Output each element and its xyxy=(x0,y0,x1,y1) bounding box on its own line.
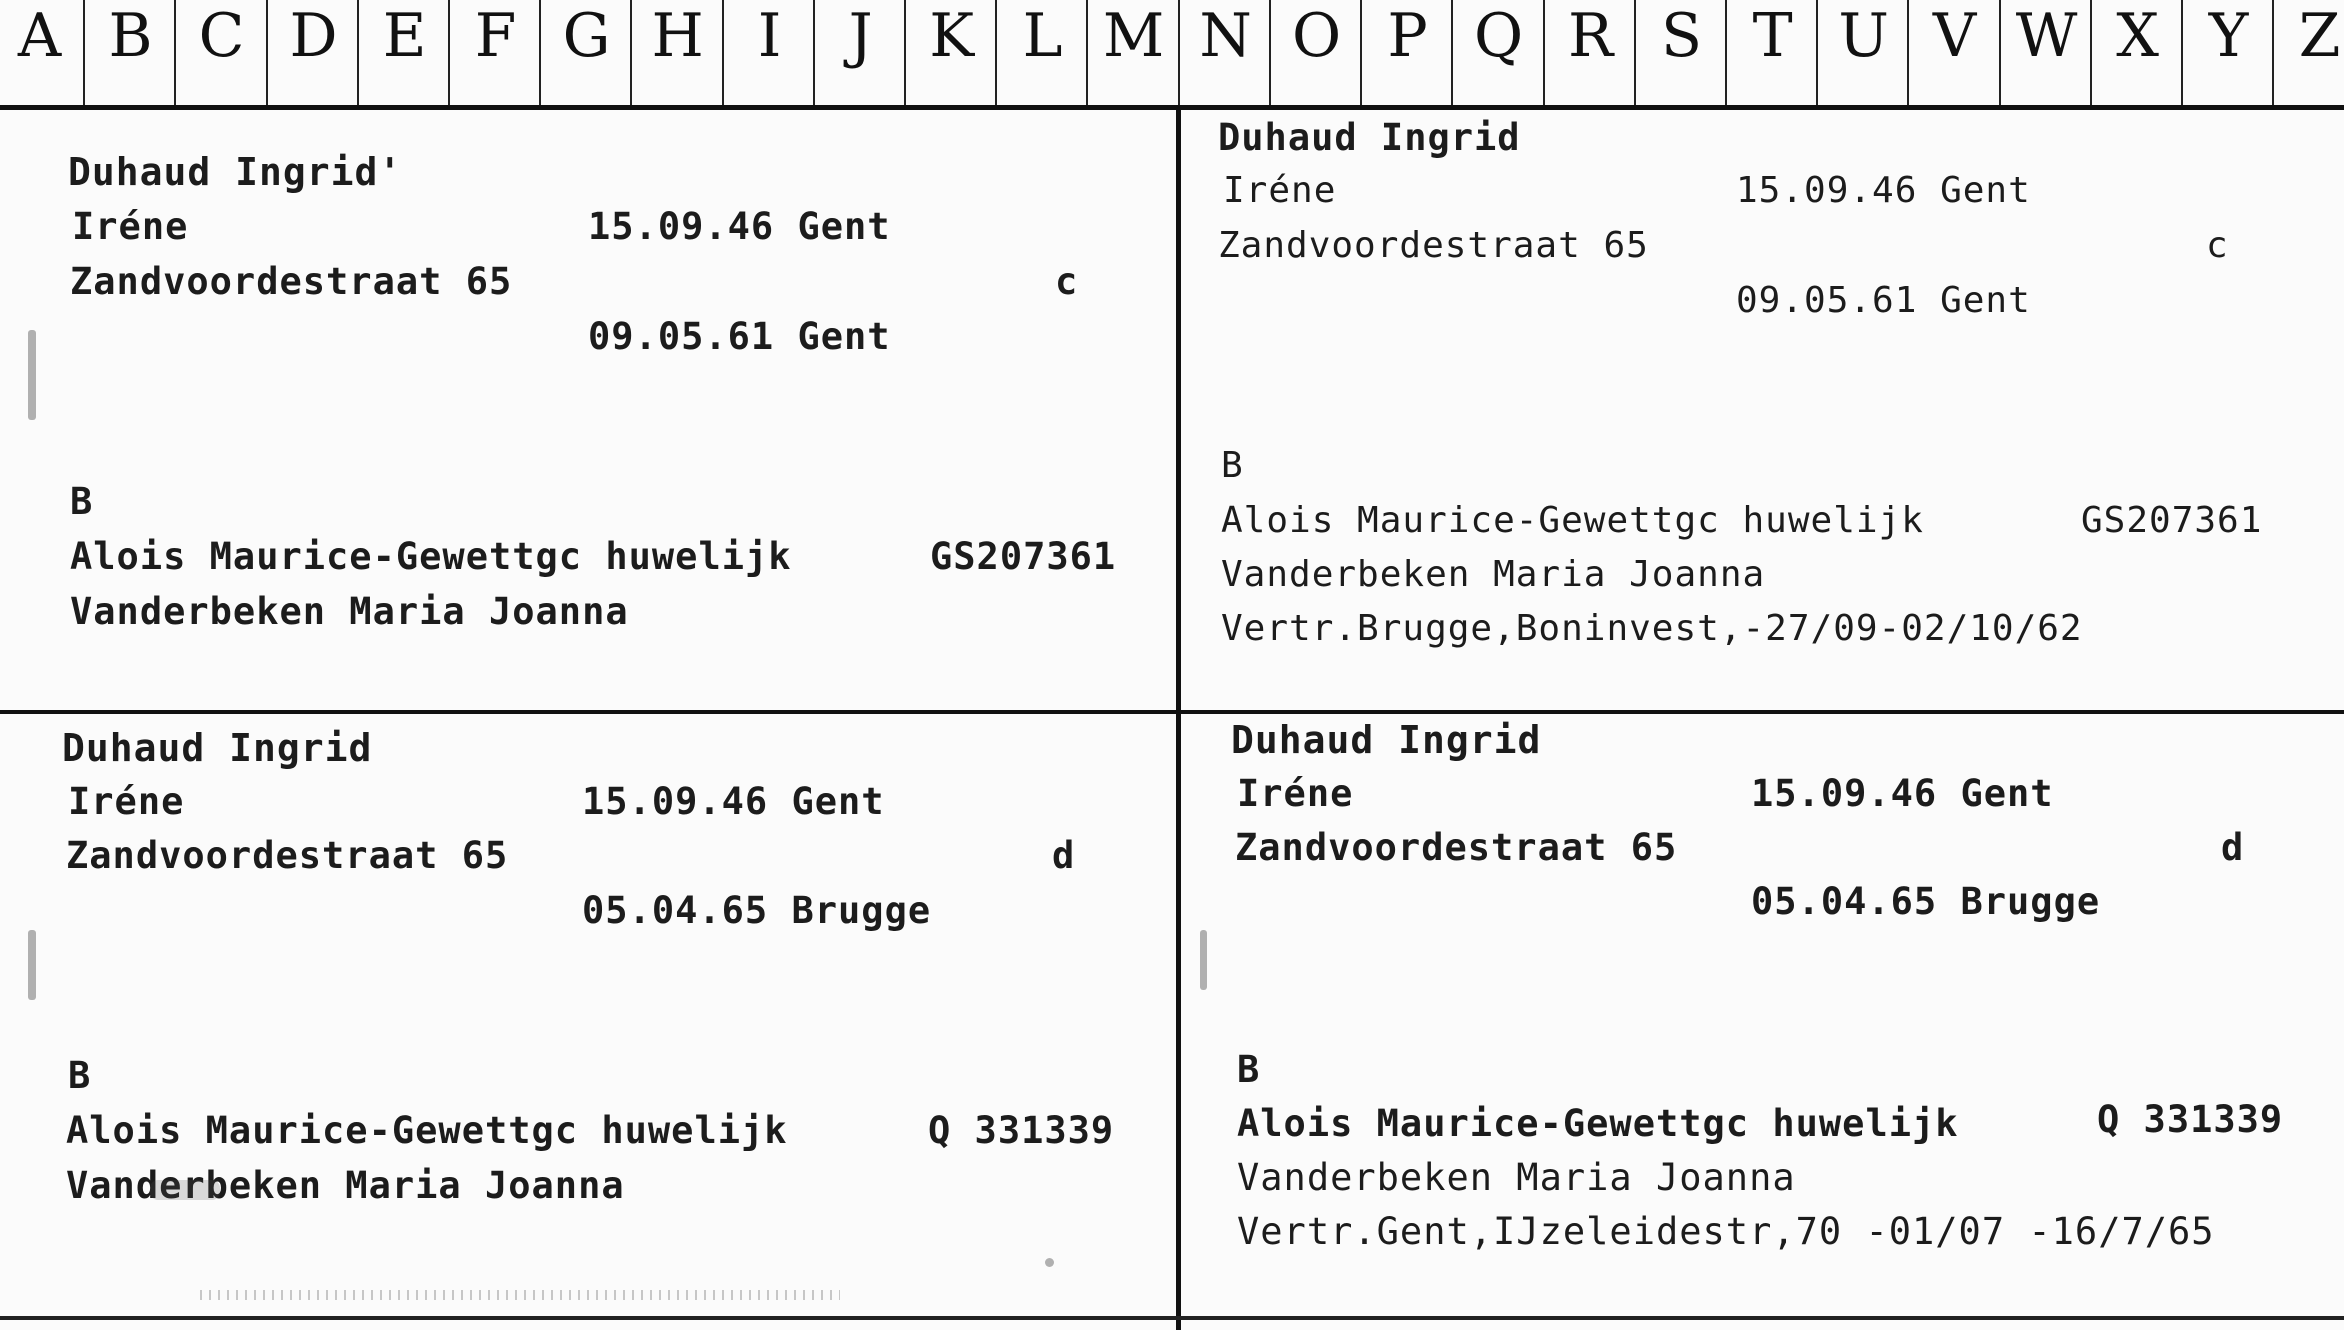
card-birth: 15.09.46 Gent xyxy=(1751,772,2054,815)
alphabet-separator xyxy=(266,0,268,105)
alphabet-separator xyxy=(1999,0,2001,105)
card-first-name: Iréne xyxy=(68,780,185,823)
alphabet-separator xyxy=(904,0,906,105)
card-note: Vertr.Brugge,Boninvest,-27/09-02/10/62 xyxy=(1221,608,2083,649)
card-birth: 15.09.46 Gent xyxy=(588,205,891,248)
scan-noise xyxy=(1200,930,1207,990)
scan-noise xyxy=(150,1180,220,1200)
card-marker: c xyxy=(1055,260,1079,303)
card-note: Vertr.Gent,IJzeleidestr,70 -01/07 -16/7/65 xyxy=(1237,1210,2215,1253)
alphabet-letter-q: Q xyxy=(1474,1,1524,71)
alphabet-separator xyxy=(722,0,724,105)
card-code: Q 331339 xyxy=(2097,1098,2284,1141)
scan-noise xyxy=(200,1290,840,1300)
alphabet-separator xyxy=(1269,0,1271,105)
alphabet-letter-f: F xyxy=(474,1,517,71)
card-first-name: Iréne xyxy=(1223,170,1337,211)
card-name: Duhaud Ingrid' xyxy=(68,150,403,194)
alphabet-separator xyxy=(995,0,997,105)
card-date2: 05.04.65 Brugge xyxy=(582,889,932,932)
alphabet-separator xyxy=(1360,0,1362,105)
card-spouse: Vanderbeken Maria Joanna xyxy=(1221,554,1766,595)
alphabet-index-strip xyxy=(0,0,2344,110)
alphabet-letter-s: S xyxy=(1661,1,1703,71)
card-marriage: Alois Maurice-Gewettgc huwelijk xyxy=(1237,1102,1959,1145)
alphabet-letter-n: N xyxy=(1199,1,1252,71)
alphabet-letter-p: P xyxy=(1387,1,1428,71)
card-marker: c xyxy=(2206,225,2229,266)
alphabet-separator xyxy=(448,0,450,105)
card-marriage: Alois Maurice-Gewettgc huwelijk xyxy=(70,535,792,578)
card-section: B xyxy=(68,1054,92,1097)
alphabet-separator xyxy=(813,0,815,105)
card-address: Zandvoordestraat 65 xyxy=(1235,826,1678,869)
alphabet-letter-r: R xyxy=(1568,1,1614,71)
card-name: Duhaud Ingrid xyxy=(1231,718,1542,762)
alphabet-letter-i: I xyxy=(757,1,782,71)
alphabet-letter-k: K xyxy=(929,1,975,71)
card-address: Zandvoordestraat 65 xyxy=(70,260,513,303)
record-card-top-left xyxy=(0,110,1176,710)
alphabet-letter-c: C xyxy=(198,1,245,71)
alphabet-letter-t: T xyxy=(1752,1,1793,71)
alphabet-separator xyxy=(1451,0,1453,105)
card-section: B xyxy=(70,480,94,523)
card-first-name: Iréne xyxy=(72,205,189,248)
alphabet-separator xyxy=(1907,0,1909,105)
alphabet-letter-m: M xyxy=(1102,1,1165,71)
card-name: Duhaud Ingrid xyxy=(1218,116,1521,159)
alphabet-letter-o: O xyxy=(1292,1,1342,71)
alphabet-letter-v: V xyxy=(1932,1,1977,71)
card-code: GS207361 xyxy=(2081,500,2263,541)
alphabet-separator xyxy=(1178,0,1180,105)
alphabet-letter-l: L xyxy=(1022,1,1063,71)
alphabet-letter-x: X xyxy=(2116,1,2159,71)
alphabet-letter-d: D xyxy=(289,1,338,71)
card-section: B xyxy=(1237,1048,1261,1091)
card-code: GS207361 xyxy=(930,535,1117,578)
alphabet-separator xyxy=(630,0,632,105)
card-date2: 05.04.65 Brugge xyxy=(1751,880,2101,923)
card-address: Zandvoordestraat 65 xyxy=(1218,225,1649,266)
card-marker: d xyxy=(2221,826,2245,869)
alphabet-letter-w: W xyxy=(2015,1,2078,71)
alphabet-letter-j: J xyxy=(848,1,873,71)
record-card-bottom-left xyxy=(0,714,1176,1316)
record-card-bottom-right xyxy=(1181,714,2344,1316)
card-date2: 09.05.61 Gent xyxy=(588,315,891,358)
card-section: B xyxy=(1221,445,1244,486)
alphabet-letter-u: U xyxy=(1838,1,1889,71)
scan-noise xyxy=(28,330,36,420)
card-marriage: Alois Maurice-Gewettgc huwelijk xyxy=(66,1109,788,1152)
alphabet-separator xyxy=(2272,0,2274,105)
scan-noise xyxy=(1045,1258,1054,1267)
card-spouse: Vanderbeken Maria Joanna xyxy=(66,1164,625,1207)
card-marriage: Alois Maurice-Gewettgc huwelijk xyxy=(1221,500,1924,541)
scan-noise xyxy=(28,930,36,1000)
alphabet-separator xyxy=(83,0,85,105)
alphabet-separator xyxy=(1725,0,1727,105)
alphabet-letter-h: H xyxy=(651,1,704,71)
card-address: Zandvoordestraat 65 xyxy=(66,834,509,877)
alphabet-separator xyxy=(1086,0,1088,105)
alphabet-separator xyxy=(2181,0,2183,105)
alphabet-separator xyxy=(2090,0,2092,105)
bottom-border xyxy=(0,1316,2344,1320)
alphabet-letter-g: G xyxy=(562,1,611,71)
card-spouse: Vanderbeken Maria Joanna xyxy=(70,590,629,633)
record-card-top-right xyxy=(1181,110,2344,710)
alphabet-letter-a: A xyxy=(17,1,62,71)
alphabet-separator xyxy=(357,0,359,105)
alphabet-letter-z: Z xyxy=(2298,1,2341,71)
card-code: Q 331339 xyxy=(928,1109,1115,1152)
alphabet-separator xyxy=(1816,0,1818,105)
card-birth: 15.09.46 Gent xyxy=(1736,170,2031,211)
card-name: Duhaud Ingrid xyxy=(62,726,373,770)
card-marker: d xyxy=(1052,834,1076,877)
alphabet-separator xyxy=(174,0,176,105)
card-birth: 15.09.46 Gent xyxy=(582,780,885,823)
card-date2: 09.05.61 Gent xyxy=(1736,280,2031,321)
alphabet-letter-e: E xyxy=(382,1,427,71)
alphabet-separator xyxy=(539,0,541,105)
card-spouse: Vanderbeken Maria Joanna xyxy=(1237,1156,1796,1199)
card-first-name: Iréne xyxy=(1237,772,1354,815)
alphabet-letter-y: Y xyxy=(2208,1,2249,71)
alphabet-separator xyxy=(1634,0,1636,105)
alphabet-separator xyxy=(1543,0,1545,105)
alphabet-letter-b: B xyxy=(108,1,153,71)
